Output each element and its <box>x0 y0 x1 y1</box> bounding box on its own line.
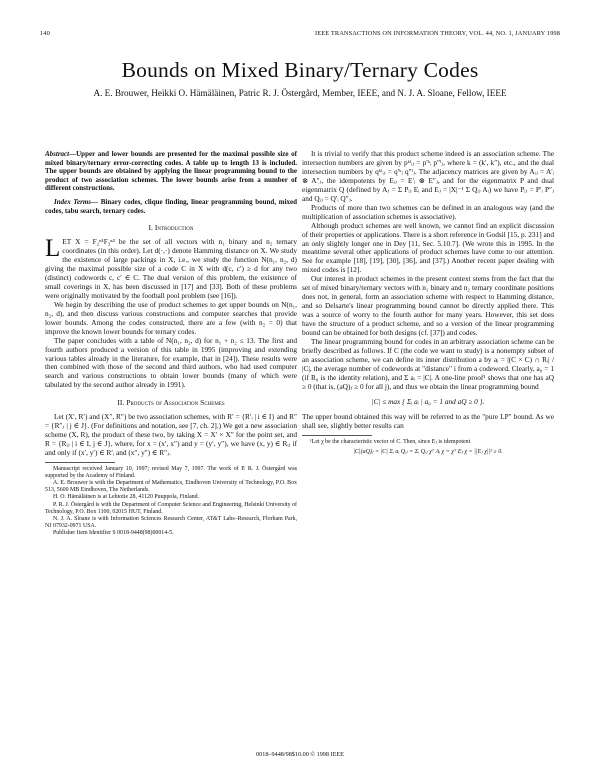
copyright-footer: 0018–9448/98$10.00 © 1998 IEEE <box>256 751 344 758</box>
products-paragraph-6: The linear programming bound for codes in an arbitrary association scheme can be briefly described as follows. If C (the code we want to study) is a nonempty subset of an association scheme, we can define its inner distribution a by aᵢ = |(C × C) ∩ Rᵢ| / |C|, the average number of codewords at "distance" i from a codeword. Clearly, a₀ = 1 (if R₀ is the identity relation), and Σ aᵢ = |C|. A one-line proof¹ shows that one has aQ ≥ 0 (that is, (aQ)ⱼ ≥ 0 for all j), and thus we obtain the linear programming bound <box>302 337 554 391</box>
section-heading-introduction: I. Introduction <box>148 223 194 233</box>
abstract <box>45 150 297 193</box>
proof-footnote <box>302 439 554 456</box>
footnote-brouwer: A. E. Brouwer is with the Department of Mathematics, Eindhoven University of Technology, P.O. Box 513, 5600 MB Eindhoven, The Netherlands. <box>45 480 297 494</box>
author-line: A. E. Brouwer, Heikki O. Hämäläinen, Patric R. J. Östergård, Member, IEEE, and N. J. A. Sloane, Fellow, IEEE <box>93 88 507 98</box>
footnote-identifier: Publisher Item Identifier S 0018-9448(98)00014-5. <box>53 529 174 536</box>
index-terms-text: Binary codes, clique finding, linear programming bound, mixed codes, tabu search, ternary codes. <box>45 197 298 215</box>
intro-paragraph-1 <box>45 235 297 301</box>
lp-bound-equation: |C| ≤ max { Σᵢ aᵢ | a₀ = 1 and aQ ≥ 0 }. <box>371 396 485 406</box>
footnote-received: Manuscript received January 10, 1997; revised May 7, 1997. The work of P. R. J. Östergård was supported by the Academy of Finland. <box>45 466 297 480</box>
products-paragraph-7: The upper bound obtained this way will be referred to as the "pure LP" bound. As we shall see, slightly better results can <box>302 411 554 430</box>
proof-footnote-text: ¹Let χ be the characteristic vector of C. Then, since Eⱼ is idempotent <box>310 438 471 445</box>
footnote-hamalainen: H. O. Hämäläinen is at Lehtotie 28, 41120 Puuppola, Finland. <box>53 494 200 501</box>
footnote-rule <box>45 462 115 463</box>
drop-cap: L <box>45 235 61 263</box>
footnote-rule-right <box>302 435 372 436</box>
abstract-text: Upper and lower bounds are presented for the maximal possible size of mixed binary/ternary error-correcting codes. A table up to length 13 is included. The upper bounds are obtained by applying the linear programming bound to the product of two association schemes. The lower bounds arise from a number of different constructions. <box>45 150 297 193</box>
right-column <box>302 150 554 456</box>
products-paragraph-2: It is trivial to verify that this product scheme indeed is an association scheme. The intersection numbers are given by pᵏˡᵢⱼ = p′ᵏᵢ p″ˡⱼ, where k = (k′, k″), etc., and the dual intersection numbers by qᵏˡᵢⱼ = q′ᵏᵢ q″ˡⱼ. The adjacency matrices are given by Aᵢⱼ = A′ᵢ ⊗ A″ⱼ, the idempotents by Eᵢⱼ = E′ᵢ ⊗ E″ⱼ, and for the eigenmatrix P and dual eigenmatrix Q (defined by Aⱼ = Σ Pᵢⱼ Eᵢ and Eⱼ = |X|⁻¹ Σ Qᵢⱼ Aᵢ) we have Pᵢⱼ = P′ᵢ P″ⱼ and Qᵢⱼ = Q′ᵢ Q″ⱼ. <box>302 149 554 203</box>
left-column <box>45 150 297 537</box>
abstract-label: Abstract— <box>45 150 77 158</box>
first-page-footnotes <box>45 466 297 537</box>
products-paragraph-5: Our interest in product schemes in the present context stems from the fact that the set of mixed binary/ternary vectors with n₁ binary and n₂ ternary coordinate positions does not, in general, form an association scheme with respect to Hamming distance, and so Delsarte's linear programming bound cannot be directly applied there. This was a source of worry to the fourth author for many years. However, this set does have the structure of a product scheme, and so a version of the linear programming bound can be obtained for both designs (cf. [37]) and codes. <box>302 274 554 338</box>
journal-header: IEEE TRANSACTIONS ON INFORMATION THEORY, VOL. 44, NO. 1, JANUARY 1998 <box>315 30 560 37</box>
page-number: 140 <box>40 30 50 37</box>
products-paragraph-1: Let (X′, R′) and (X″, R″) be two association schemes, with R′ = {R′ᵢ | i ∈ I} and R″ = {R″ⱼ | j ∈ J}. (For definitions and notation, see [7, ch. 2].) We get a new association scheme (X, R), the product of these two, by taking X = X′ × X″ for the point set, and R = {Rᵢⱼ | i ∈ I, j ∈ J}, where, for x = (x′, x″) and y = (y′, y″), we have (x, y) ∈ Rᵢⱼ if and only if (x′, y′) ∈ R′ᵢ and (x″, y″) ∈ R″ⱼ. <box>45 412 297 458</box>
index-terms-label: Index Terms— <box>54 197 99 206</box>
intro-paragraph-1-text: ET X = F₂ⁿ¹F₃ⁿ² be the set of all vectors with n₁ binary and n₂ ternary coordinates (in this order). Let d(·,·) denote Hamming distance on X. We study the existence of large packings in X, i.e., we study the function N(n₁, n₂, d) giving the maximal possible size of a code C in X with d(c, c′) ≥ d for any two (distinct) codewords c, c′ ∈ C. The dual version of this problem, the existence of small coverings in X, has been discussed in [17] and [33]. Both of these problems were originally motivated by the football pool problem (see [16]). <box>45 237 297 300</box>
footnote-sloane: N. J. A. Sloane is with Information Sciences Research Center, AT&T Labs–Research, Florham Park, NJ 07932-0971 USA. <box>45 515 297 529</box>
section-heading-products: II. Products of Association Schemes <box>117 398 225 408</box>
products-paragraph-4: Although product schemes are well known, we cannot find an explicit discussion of their properties or applications. There is a short reference in Godsil [15, p. 231] and an only slightly longer one in Dey [11, Sec. 5.10.7]. (We wrote this in 1995. In the meantime several other applications of product schemes have come to our attention. See for example [18], [19], [30], [36], and [37].) Another recent paper dealing with mixed codes is [12]. <box>302 220 554 275</box>
products-paragraph-3: Products of more than two schemes can be defined in an analogous way (and the multiplication of association schemes is associative). <box>302 202 554 221</box>
running-header <box>40 30 560 42</box>
footnote-ostergard: P. R. J. Östergård is with the Department of Computer Science and Engineering, Helsinki University of Technology, P.O. Box 1100, 02015 HUT, Finland. <box>45 501 297 515</box>
proof-footnote-equation: |C|(aQ)ⱼ = |C| Σᵢ aᵢ Qᵢⱼ = Σᵢ Qᵢⱼ χᵀ Aᵢ χ = χᵀ Eⱼ χ = ||Eⱼ χ||² ≥ 0. <box>353 448 503 455</box>
intro-paragraph-2: We begin by describing the use of product schemes to get upper bounds on N(n₁, n₂, d), and then discuss various constructions and computer searches that provide lower bounds. Among the codes constructed, there are a few (with n₂ = 0) that improve the known lower bounds for ternary codes. <box>45 299 297 336</box>
index-terms <box>45 198 297 215</box>
intro-paragraph-3: The paper concludes with a table of N(n₁, n₂, d) for n₁ + n₂ ≤ 13. The first and fourth authors produced a version of this table in 1995 (improving and extending various tables already in the literature, for example, that in [24]). These results were then combined with those of the second and third authors, who had used computer search and various constructions to obtain lower bounds (many of which were tabulated by the second author already in 1991). <box>45 335 297 390</box>
paper-title: Bounds on Mixed Binary/Ternary Codes <box>121 58 479 82</box>
